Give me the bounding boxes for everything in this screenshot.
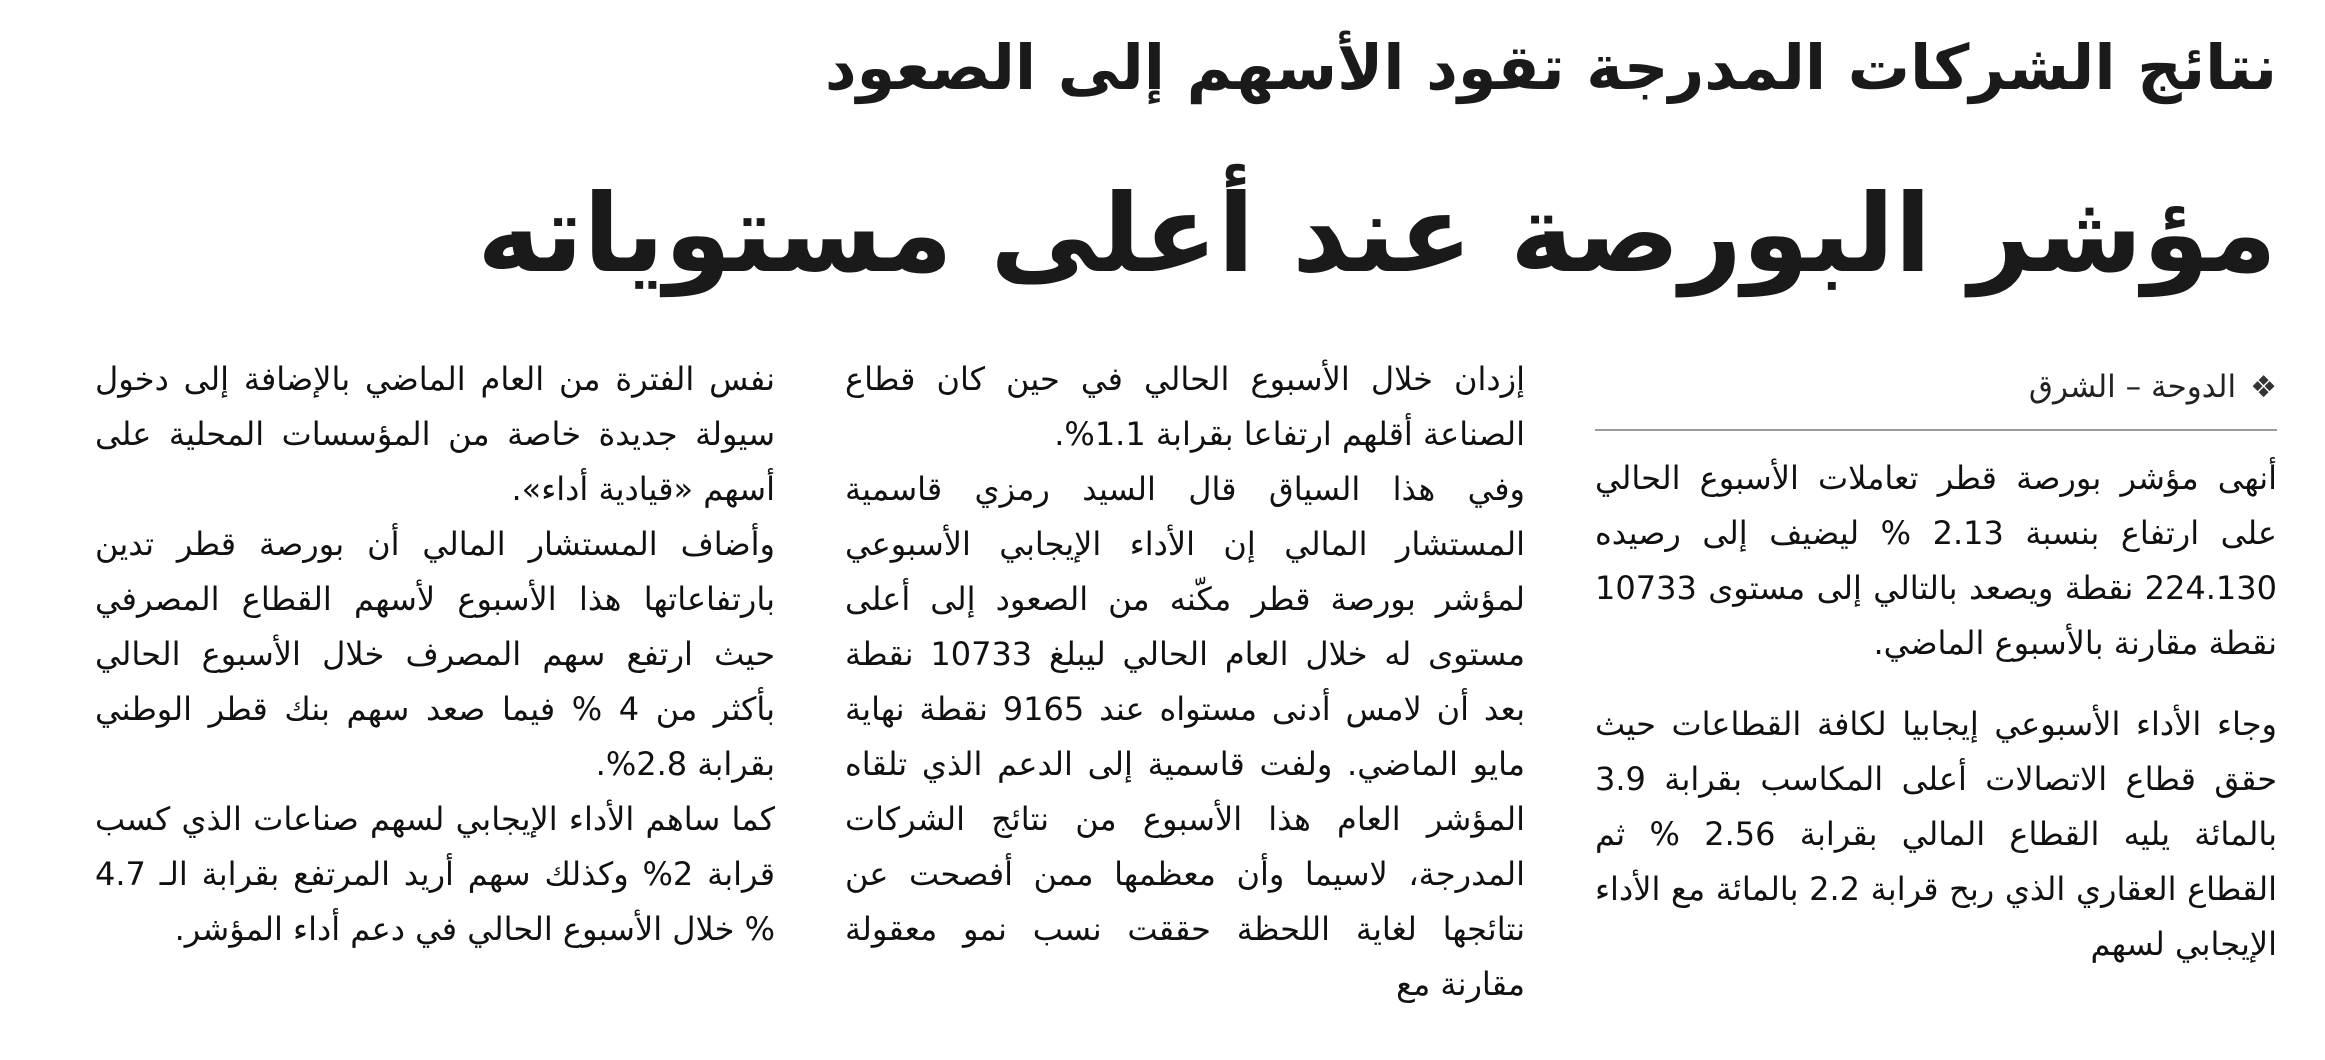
article-kicker: نتائج الشركات المدرجة تقود الأسهم إلى الصعود xyxy=(824,31,2277,104)
paragraph: أنهى مؤشر بورصة قطر تعاملات الأسبوع الحالي على ارتفاع بنسبة 2.13 % ليضيف إلى رصيده 224.130 نقطة ويصعد بالتالي إلى مستوى 10733 نقطة مقارنة بالأسبوع الماضي. xyxy=(1595,459,2278,662)
article-headline: مؤشر البورصة عند أعلى مستوياته xyxy=(477,172,2277,297)
paragraph: وفي هذا السياق قال السيد رمزي قاسمية المستشار المالي إن الأداء الإيجابي الأسبوعي لمؤشر بورصة قطر مكّنه من الصعود إلى أعلى مستوى له خلال العام الحالي ليبلغ 10733 نقطة بعد أن لامس أدنى مستواه عند 9165 نقطة نهاية مايو الماضي. ولفت قاسمية إلى الدعم الذي تلقاه المؤشر العام هذا الأسبوع من نتائج الشركات المدرجة، لاسيما وأن معظمها ممن أفصحت عن نتائجها لغاية اللحظة حققت نسب نمو معقولة مقارنة مع xyxy=(845,470,1526,1003)
article-column-left xyxy=(95,352,775,957)
paragraph: إزدان خلال الأسبوع الحالي في حين كان قطاع الصناعة أقلهم ارتفاعا بقرابة 1.1%. xyxy=(845,360,1525,453)
paragraph: كما ساهم الأداء الإيجابي لسهم صناعات الذي كسب قرابة 2% وكذلك سهم أريد المرتفع بقرابة الـ 4.7 % خلال الأسبوع الحالي في دعم أداء المؤشر. xyxy=(95,800,776,948)
paragraph: وأضاف المستشار المالي أن بورصة قطر تدين بارتفاعاتها هذا الأسبوع لأسهم القطاع المصرفي حيث ارتفع سهم المصرف خلال الأسبوع الحالي بأكثر من 4 % فيما صعد سهم بنك قطر الوطني بقرابة 2.8%. xyxy=(95,525,776,783)
paragraph: وجاء الأداء الأسبوعي إيجابيا لكافة القطاعات حيث حقق قطاع الاتصالات أعلى المكاسب بقرابة 3.9 بالمائة يليه القطاع المالي بقرابة 2.56 % ثم القطاع العقاري الذي ربح قرابة 2.2 بالمائة مع الأداء الإيجابي لسهم xyxy=(1595,705,2278,963)
byline xyxy=(1595,360,2277,431)
byline-text: الدوحة – الشرق xyxy=(2028,369,2237,405)
diamond-bullet-icon: ❖ xyxy=(2250,370,2277,405)
article-column-right xyxy=(1595,360,2277,972)
article-column-middle xyxy=(845,352,1525,1012)
paragraph: نفس الفترة من العام الماضي بالإضافة إلى دخول سيولة جديدة خاصة من المؤسسات المحلية على أسهم «قيادية أداء». xyxy=(95,360,775,508)
